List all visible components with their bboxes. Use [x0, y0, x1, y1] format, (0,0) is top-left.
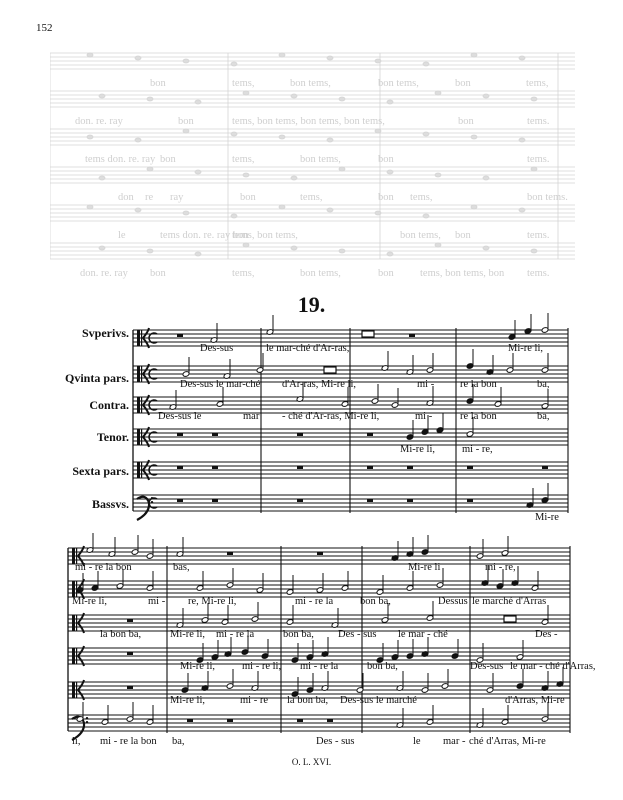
lyric-syllable: bon [378, 154, 394, 165]
note-head [531, 585, 539, 592]
lyric-syllable: don [118, 192, 134, 203]
lyric-syllable: le [118, 230, 126, 241]
note-head [426, 367, 434, 374]
note-head [131, 549, 139, 556]
lyric-syllable: mar - [443, 736, 466, 747]
note-head [181, 687, 189, 694]
lyric-syllable: le [413, 736, 421, 747]
note-head [241, 649, 249, 656]
lyric-syllable: Des - sus [316, 736, 355, 747]
note-head [341, 401, 349, 408]
note-head [541, 403, 549, 410]
rest-icon [212, 466, 218, 469]
lyric-syllable: ché d'Arras, Mi-re [469, 736, 546, 747]
note-head [216, 401, 224, 408]
lyric-syllable: don. re. ray [80, 268, 128, 279]
f-clef-icon [137, 497, 149, 520]
lyric-syllable: tems don. re. ray [85, 154, 156, 165]
rest-icon [407, 466, 413, 469]
note-head [76, 587, 84, 594]
lyric-syllable: mi - re li, [242, 661, 282, 672]
rest-icon [177, 499, 183, 502]
rest-icon [297, 433, 303, 436]
lyric-syllable: tems, [232, 154, 255, 165]
lyric-syllable: bon tems, [378, 78, 419, 89]
c-clef-icon [137, 366, 140, 382]
lyric-syllable: bon [178, 116, 194, 127]
note-head [426, 719, 434, 726]
c-clef-icon [141, 462, 142, 478]
note-head [516, 683, 524, 690]
lyric-syllable: bon [455, 78, 471, 89]
note-head [466, 431, 474, 438]
lyric-syllable: bon [378, 268, 394, 279]
note-head [256, 367, 264, 374]
rest-icon [297, 719, 303, 722]
lyric-syllable: bon tems. [527, 192, 568, 203]
lyric-syllable: tems, bon tems, bon [420, 268, 505, 279]
note-head [286, 619, 294, 626]
lyric-syllable: re, Mi-re li, [188, 596, 237, 607]
note-head [501, 719, 509, 726]
lyric-syllable: mi - re, [462, 444, 493, 455]
note-head [211, 654, 219, 661]
f-clef-icon [86, 721, 88, 723]
note-head [116, 583, 124, 590]
lyric-syllable: bon ba, [283, 629, 314, 640]
note-head [466, 363, 474, 370]
note-head [256, 587, 264, 594]
lyric-syllable: tems, bon tems, [232, 230, 298, 241]
lyric-syllable: mar [243, 411, 260, 422]
note-head [291, 657, 299, 664]
lyric-syllable: tems. [527, 116, 550, 127]
lyric-syllable: le marché d'Arras [472, 596, 547, 607]
lyric-syllable: tems, [410, 192, 433, 203]
rest-icon [327, 719, 333, 722]
lyric-syllable: Dessus [438, 596, 468, 607]
rest-icon [177, 466, 183, 469]
note-head [182, 371, 190, 378]
c-clef-icon [137, 397, 140, 413]
lyric-syllable: re la bon [460, 379, 497, 390]
note-head [226, 582, 234, 589]
note-head [486, 687, 494, 694]
lyric-syllable: mi - [417, 379, 435, 390]
note-head [316, 587, 324, 594]
c-clef-icon [72, 648, 75, 664]
lyric-syllable: Des-sus le [158, 411, 202, 422]
lyric-syllable: tems, [232, 78, 255, 89]
lyric-syllable: bas, [173, 562, 190, 573]
rest-icon [177, 433, 183, 436]
rest-icon [409, 334, 415, 337]
voice-label-bassus: Bassvs. [91, 497, 129, 511]
lyric-syllable: Mi-re [535, 512, 559, 523]
rest-icon [297, 499, 303, 502]
note-head [426, 615, 434, 622]
note-head [306, 654, 314, 661]
c-clef-icon [141, 330, 142, 346]
lyric-syllable: d'Ar-ras, Mi-re li, [282, 379, 356, 390]
note-head [196, 585, 204, 592]
voice-label-contra: Contra. [89, 398, 129, 412]
lyric-syllable: tems. [527, 268, 550, 279]
f-clef-icon [151, 501, 153, 503]
note-head [501, 550, 509, 557]
rest-icon [467, 466, 473, 469]
note-head [91, 585, 99, 592]
rest-icon [407, 499, 413, 502]
lyric-syllable: Mi-re li, [508, 343, 543, 354]
c-clef-icon [137, 462, 140, 478]
note-head [126, 716, 134, 723]
rest-icon [467, 499, 473, 502]
rest-icon [542, 466, 548, 469]
note-head [201, 617, 209, 624]
breve-note [362, 331, 374, 337]
rest-icon [367, 433, 373, 436]
note-head [371, 398, 379, 405]
note-head [541, 327, 549, 334]
lyric-syllable: mi - re la [300, 661, 339, 672]
rest-icon [127, 686, 133, 689]
note-head [226, 683, 234, 690]
lyric-syllable: d'Arras, Mi-re [505, 695, 565, 706]
lyric-syllable: - ché d'Ar-ras, Mi-re li, [282, 411, 380, 422]
note-head [406, 585, 414, 592]
note-head [508, 334, 516, 341]
c-clef-icon [141, 429, 142, 445]
c-clef-icon [72, 581, 75, 597]
rest-icon [367, 466, 373, 469]
note-head [421, 429, 429, 436]
lyric-syllable: bon tems, [290, 78, 331, 89]
note-head [376, 589, 384, 596]
lyric-syllable: bon tems, [300, 268, 341, 279]
lyric-syllable: Mi-re li, [170, 629, 205, 640]
lyric-syllable: Mi-re li, [170, 695, 205, 706]
lyric-syllable: Des - [535, 629, 558, 640]
note-head [506, 367, 514, 374]
lyric-syllable: Des-sus le mar-ché [180, 379, 261, 390]
lyric-syllable: bon tems, [300, 154, 341, 165]
lyric-syllable: bon [378, 192, 394, 203]
footer-signature: O. L. XVI. [291, 757, 332, 767]
c-clef-icon [72, 615, 75, 631]
note-head [406, 653, 414, 660]
note-head [496, 583, 504, 590]
note-head [476, 553, 484, 560]
rest-icon [367, 499, 373, 502]
note-head [356, 687, 364, 694]
lyric-syllable: bon [240, 192, 256, 203]
voice-label-sexta-pars: Sexta pars. [72, 464, 129, 478]
piece-number: 19. [297, 292, 326, 317]
note-head [494, 401, 502, 408]
c-clef-icon [76, 615, 77, 631]
note-head [286, 589, 294, 596]
c-clef-icon [141, 366, 142, 382]
note-head [391, 402, 399, 409]
rest-icon [212, 433, 218, 436]
note-head [436, 582, 444, 589]
breve-note [324, 367, 336, 373]
lyric-syllable: Mi-re li [408, 562, 441, 573]
rest-icon [127, 619, 133, 622]
f-clef-icon [86, 717, 88, 719]
lyric-syllable: ba, [537, 411, 550, 422]
lyric-syllable: bon [458, 116, 474, 127]
lyric-syllable: le mar-ché d'Ar-ras, [266, 343, 350, 354]
voice-label-tenor: Tenor. [96, 430, 129, 444]
rest-icon [227, 552, 233, 555]
c-clef-icon [72, 682, 75, 698]
note-head [406, 434, 414, 441]
lyric-syllable: tems, [232, 268, 255, 279]
rest-icon [212, 499, 218, 502]
note-head [341, 585, 349, 592]
lyric-syllable: re la bon [460, 411, 497, 422]
breve-note [504, 616, 516, 622]
note-head [146, 585, 154, 592]
note-head [524, 328, 532, 335]
lyric-syllable: bon [150, 78, 166, 89]
lyric-syllable: Des - sus [338, 629, 377, 640]
rest-icon [187, 719, 193, 722]
rest-icon [177, 334, 183, 337]
rest-icon [297, 466, 303, 469]
c-clef-icon [141, 397, 142, 413]
lyric-syllable: Mi-re li, [180, 661, 215, 672]
note-head [541, 716, 549, 723]
lyric-syllable: tems, bon tems, bon tems, bon tems, [232, 116, 385, 127]
lyric-syllable: don. re. ray [75, 116, 123, 127]
lyric-syllable: bon ba, [360, 596, 391, 607]
lyric-syllable: ray [170, 192, 184, 203]
lyric-syllable: mi - re la [216, 629, 255, 640]
note-head [251, 616, 259, 623]
lyric-syllable: la bon ba, [100, 629, 142, 640]
c-clef-icon [137, 330, 140, 346]
lyric-syllable: tems don. re. ray bon [160, 230, 249, 241]
note-head [421, 687, 429, 694]
page-number: 152 [36, 22, 53, 34]
note-head [541, 619, 549, 626]
lyric-syllable: Des-sus le marché [340, 695, 417, 706]
lyric-syllable: ba, [537, 379, 550, 390]
lyric-syllable: bon tems, [400, 230, 441, 241]
rest-icon [127, 652, 133, 655]
lyric-syllable: mi - re la bon [100, 736, 157, 747]
note-head [101, 719, 109, 726]
lyric-syllable: la bon ba, [287, 695, 329, 706]
lyric-syllable: mi - [148, 596, 166, 607]
lyric-syllable: mi - re, [485, 562, 516, 573]
lyric-syllable: tems, [300, 192, 323, 203]
lyric-syllable: Des-sus [200, 343, 234, 354]
note-head [381, 617, 389, 624]
note-head [221, 619, 229, 626]
lyric-syllable: mi - re [240, 695, 268, 706]
lyric-syllable: bon [160, 154, 176, 165]
lyric-syllable: tems. [527, 230, 550, 241]
note-head [516, 654, 524, 661]
lyric-syllable: tems. [527, 154, 550, 165]
lyric-syllable: li, [72, 736, 81, 747]
note-head [441, 683, 449, 690]
lyric-syllable: mi - re la [295, 596, 334, 607]
voice-label-superius: Svperivs. [81, 326, 129, 340]
lyric-syllable: bon [150, 268, 166, 279]
c-clef-icon [76, 682, 77, 698]
voice-label-quinta-pars: Qvinta pars. [64, 371, 129, 385]
c-clef-icon [137, 429, 140, 445]
lyric-syllable: mi - [415, 411, 433, 422]
note-head [146, 719, 154, 726]
lyric-syllable: tems, [526, 78, 549, 89]
note-head [541, 497, 549, 504]
lyric-syllable: Mi-re li, [72, 596, 107, 607]
note-head [451, 653, 459, 660]
note-head [541, 367, 549, 374]
lyric-syllable: mi - re la bon [75, 562, 132, 573]
lyric-syllable: ba, [172, 736, 185, 747]
note-head [466, 398, 474, 405]
lyric-syllable: re [145, 192, 154, 203]
lyric-syllable: le mar - ché [398, 629, 448, 640]
note-head [306, 687, 314, 694]
lyric-syllable: bon ba, [367, 661, 398, 672]
rest-icon [227, 719, 233, 722]
note-head [421, 549, 429, 556]
lyric-syllable: Des-sus [470, 661, 504, 672]
note-head [146, 553, 154, 560]
lyric-syllable: le mar - ché d'Arras, [510, 661, 596, 672]
lyric-syllable: Mi-re li, [400, 444, 435, 455]
note-head [436, 427, 444, 434]
rest-icon [317, 552, 323, 555]
note-head [261, 653, 269, 660]
note-head [391, 654, 399, 661]
lyric-syllable: bon [455, 230, 471, 241]
c-clef-icon [76, 648, 77, 664]
